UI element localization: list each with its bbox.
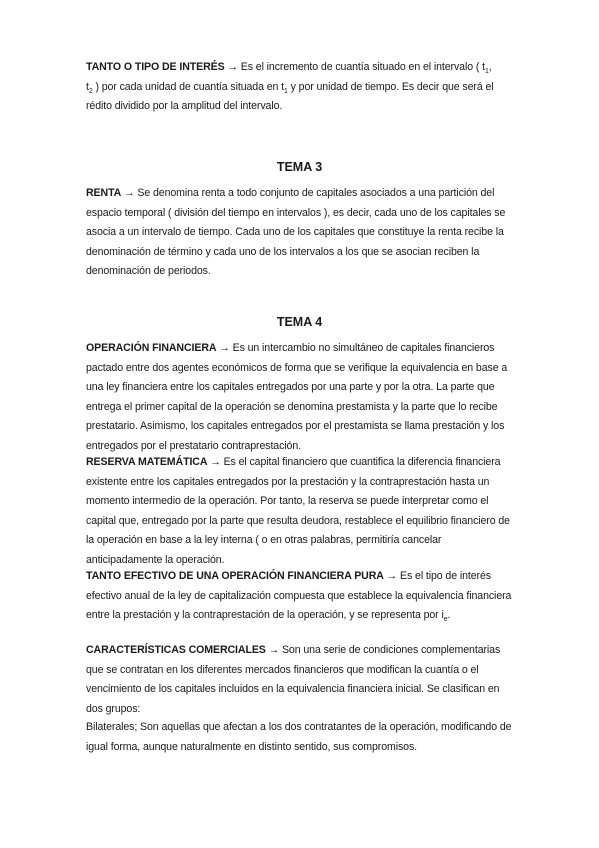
tanto-efectivo-term: TANTO EFECTIVO DE UNA OPERACIÓN FINANCIERA PURA bbox=[86, 570, 384, 582]
tanto-interes-text-1: Es el incremento de cuantía situado en el intervalo ( t bbox=[240, 61, 485, 73]
ie-subscript: e bbox=[443, 616, 448, 624]
renta-text: Se denomina renta a todo conjunto de capitales asociados a una partición del espacio temporal ( división del tiempo en intervalos ), es decir, cada uno de los capitales se asocia a un intervalo de tiempo. Cada uno de los capitales que constituye la renta recibe la denominación de término y cada uno de los intervalos a los que se asocian reciben la denominación de periodos. bbox=[86, 187, 506, 278]
caracteristicas-text: Son una serie de condiciones complementarias que se contratan en los diferentes mercados financieros que modifican la cuantía o el vencimiento de los capitales incluidos en la equivalencia financiera inicial. Se clasifican en dos grupos: bbox=[86, 644, 501, 715]
arrow-icon: → bbox=[227, 61, 238, 73]
operacion-financiera-paragraph bbox=[86, 339, 516, 457]
tanto-interes-term: TANTO O TIPO DE INTERÉS bbox=[86, 61, 225, 73]
t1-subscript: 1 bbox=[484, 68, 489, 76]
tanto-interes-text-3: y por unidad de tiempo. Es decir que será el rédito dividido por la amplitud del intervalo. bbox=[86, 80, 494, 113]
arrow-icon: → bbox=[219, 342, 230, 354]
arrow-icon: → bbox=[268, 644, 280, 656]
renta-term: RENTA bbox=[86, 187, 122, 199]
reserva-matematica-term: RESERVA MATEMÁTICA bbox=[86, 456, 208, 468]
caracteristicas-paragraph bbox=[86, 641, 516, 719]
tanto-interes-paragraph bbox=[86, 58, 516, 117]
arrow-icon: → bbox=[124, 187, 135, 199]
arrow-icon: → bbox=[386, 570, 398, 582]
tanto-efectivo-text: Es el tipo de interés efectivo anual de la ley de capitalización compuesta que establece la equivalencia financiera entre la prestación y la contraprestación de la operación, y se representa por i bbox=[86, 570, 512, 622]
tema-3-heading: TEMA 3 bbox=[276, 160, 323, 174]
tanto-efectivo-end: . bbox=[447, 609, 451, 622]
tanto-efectivo-paragraph bbox=[86, 567, 516, 626]
t2-subscript: 2 bbox=[88, 87, 93, 95]
reserva-matematica-text: Es el capital financiero que cuantifica la diferencia financiera existente entre los capitales entregados por la prestación y la contraprestación hasta un momento intermedio de la operación. Por tanto, la reserva se puede interpretar como el capital que, entregado por la parte que resulta deudora, restablece el equilibrio financiero de la operación en base a la ley interna ( o en otras palabras, permitiría cancelar anticipadamente la operación. bbox=[86, 456, 510, 566]
tanto-interes-t: t bbox=[86, 80, 89, 93]
arrow-icon: → bbox=[210, 456, 221, 468]
operacion-financiera-term: OPERACIÓN FINANCIERA bbox=[86, 342, 217, 354]
tema-4-heading: TEMA 4 bbox=[276, 315, 323, 329]
renta-paragraph bbox=[86, 184, 516, 282]
operacion-financiera-text: Es un intercambio no simultáneo de capitales financieros pactado entre dos agentes económicos de forma que se verifique la equivalencia en base a una ley financiera entre los capitales entregados por una parte y por la otra. La parte que entrega el primer capital de la operación se denomina prestamista y la parte que lo recibe prestatario. Asimismo, los capitales entregados por el prestamista se llama prestación y los entregados por el prestatario contraprestación. bbox=[86, 342, 508, 452]
tanto-interes-comma: , bbox=[488, 61, 492, 73]
t1-subscript-2: 1 bbox=[283, 87, 288, 95]
tanto-interes-text-2: ) por cada unidad de cuantía situada en t bbox=[92, 80, 284, 93]
bilaterales-text: Bilaterales; Son aquellas que afectan a los dos contratantes de la operación, modificando de igual forma, aunque naturalmente en distinto sentido, sus compromisos. bbox=[86, 721, 512, 753]
caracteristicas-term: CARACTERÍSTICAS COMERCIALES bbox=[86, 644, 266, 656]
reserva-matematica-paragraph bbox=[86, 453, 516, 571]
bilaterales-paragraph bbox=[86, 718, 516, 757]
